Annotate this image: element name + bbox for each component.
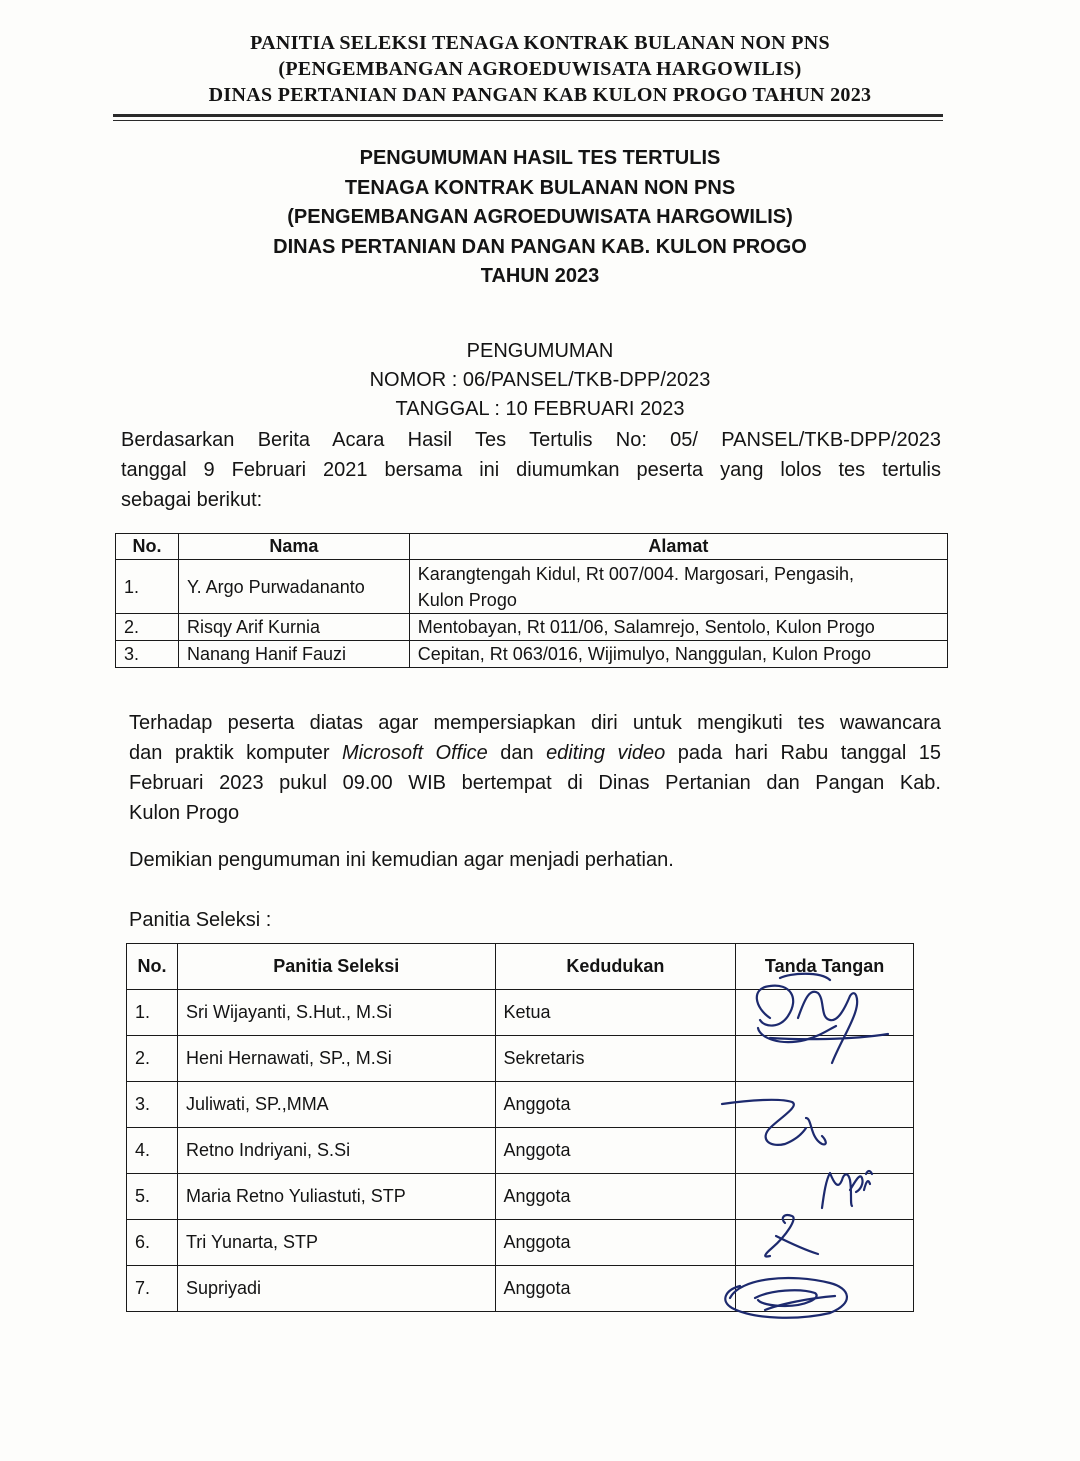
table-row <box>116 560 948 614</box>
intro-line-3: sebagai berikut: <box>121 489 263 511</box>
member-no: 2. <box>127 1036 178 1082</box>
member-no: 5. <box>127 1174 178 1220</box>
member-position: Anggota <box>495 1266 736 1312</box>
table-row <box>127 1266 914 1312</box>
member-name: Maria Retno Yuliastuti, STP <box>177 1174 495 1220</box>
participant-no: 3. <box>116 641 179 668</box>
member-position: Sekretaris <box>495 1036 736 1082</box>
member-signature-cell <box>736 1220 914 1266</box>
intro-paragraph <box>121 425 941 515</box>
participant-address-line-2: Kulon Progo <box>417 589 517 610</box>
table-row <box>127 1082 914 1128</box>
table-row <box>127 1220 914 1266</box>
participants-header-name: Nama <box>178 534 409 560</box>
table-row <box>116 614 948 641</box>
member-name: Retno Indriyani, S.Si <box>177 1128 495 1174</box>
instruction-line-2-end: pada hari Rabu tanggal 15 <box>665 742 941 764</box>
member-name: Juliwati, SP.,MMA <box>177 1082 495 1128</box>
title-line-5: TAHUN 2023 <box>480 265 600 287</box>
letterhead-line-3: DINAS PERTANIAN DAN PANGAN KAB KULON PROGO TAHUN 2023 <box>208 84 872 106</box>
intro-line-1: Berdasarkan Berita Acara Hasil Tes Tertulis No: 05/ PANSEL/TKB-DPP/2023 <box>121 429 941 451</box>
member-signature-cell <box>736 990 914 1036</box>
participant-name: Y. Argo Purwadananto <box>178 560 409 614</box>
document-title <box>0 144 1080 292</box>
participant-no: 1. <box>116 560 179 614</box>
title-line-1: PENGUMUMAN HASIL TES TERTULIS <box>359 147 721 169</box>
letterhead-rule-thick <box>113 114 943 117</box>
table-row <box>116 641 948 668</box>
member-signature-cell <box>736 1036 914 1082</box>
closing-statement: Demikian pengumuman ini kemudian agar menjadi perhatian. <box>129 849 674 871</box>
instruction-line-3: Februari 2023 pukul 09.00 WIB bertempat di Dinas Pertanian dan Pangan Kab. <box>129 772 941 794</box>
table-row <box>127 1036 914 1082</box>
participant-address-line-1: Karangtengah Kidul, Rt 007/004. Margosari, Pengasih, <box>417 563 855 584</box>
participant-no: 2. <box>116 614 179 641</box>
member-position: Anggota <box>495 1128 736 1174</box>
title-line-2: TENAGA KONTRAK BULANAN NON PNS <box>344 176 736 199</box>
committee-table <box>126 943 914 1312</box>
member-signature-cell <box>736 1082 914 1128</box>
member-position: Ketua <box>495 990 736 1036</box>
table-row <box>127 1128 914 1174</box>
participants-header-address: Alamat <box>409 534 947 560</box>
member-position: Anggota <box>495 1220 736 1266</box>
letterhead-line-1: PANITIA SELEKSI TENAGA KONTRAK BULANAN NON PNS <box>250 32 830 54</box>
committee-header-name: Panitia Seleksi <box>177 944 495 990</box>
instruction-line-1: Terhadap peserta diatas agar mempersiapkan diri untuk mengikuti tes wawancara <box>129 712 941 734</box>
announcement-header <box>0 337 1080 424</box>
member-name: Heni Hernawati, SP., M.Si <box>177 1036 495 1082</box>
skill-editing-video: editing video <box>546 742 666 764</box>
member-name: Sri Wijayanti, S.Hut., M.Si <box>177 990 495 1036</box>
letterhead-rule-thin <box>113 120 943 121</box>
participant-address: Cepitan, Rt 063/016, Wijimulyo, Nanggulan, Kulon Progo <box>409 641 947 668</box>
title-line-3: (PENGEMBANGAN AGROEDUWISATA HARGOWILIS) <box>287 206 793 228</box>
instruction-paragraph <box>129 708 941 828</box>
member-signature-cell <box>736 1128 914 1174</box>
member-signature-cell <box>736 1174 914 1220</box>
table-row <box>127 990 914 1036</box>
member-name: Tri Yunarta, STP <box>177 1220 495 1266</box>
participant-name: Risqy Arif Kurnia <box>178 614 409 641</box>
participants-header-row <box>116 534 948 560</box>
committee-header-row <box>127 944 914 990</box>
instruction-line-2 <box>129 738 941 768</box>
member-no: 3. <box>127 1082 178 1128</box>
announcement-number: NOMOR : 06/PANSEL/TKB-DPP/2023 <box>369 369 711 391</box>
title-line-4: DINAS PERTANIAN DAN PANGAN KAB. KULON PROGO <box>273 235 807 258</box>
member-no: 7. <box>127 1266 178 1312</box>
letterhead-line-2: (PENGEMBANGAN AGROEDUWISATA HARGOWILIS) <box>278 58 802 80</box>
committee-header-no: No. <box>127 944 178 990</box>
member-position: Anggota <box>495 1082 736 1128</box>
participant-address: Mentobayan, Rt 011/06, Salamrejo, Sentolo, Kulon Progo <box>409 614 947 641</box>
participant-address <box>409 560 947 614</box>
software-name-office: Microsoft Office <box>341 742 488 764</box>
participants-table <box>115 533 948 668</box>
participants-header-no: No. <box>116 534 179 560</box>
instruction-line-4: Kulon Progo <box>129 802 240 824</box>
participant-name: Nanang Hanif Fauzi <box>178 641 409 668</box>
committee-header-position: Kedudukan <box>495 944 736 990</box>
announcement-date: TANGGAL : 10 FEBRUARI 2023 <box>395 398 685 420</box>
member-no: 6. <box>127 1220 178 1266</box>
committee-header-signature: Tanda Tangan <box>736 944 914 990</box>
instruction-line-2-start: dan praktik komputer <box>129 742 342 764</box>
letterhead <box>0 30 1080 108</box>
member-signature-cell <box>736 1266 914 1312</box>
member-name: Supriyadi <box>177 1266 495 1312</box>
intro-line-2: tanggal 9 Februari 2021 bersama ini diumumkan peserta yang lolos tes tertulis <box>121 459 941 481</box>
member-position: Anggota <box>495 1174 736 1220</box>
announcement-heading: PENGUMUMAN <box>466 340 614 362</box>
member-no: 1. <box>127 990 178 1036</box>
member-no: 4. <box>127 1128 178 1174</box>
instruction-line-2-middle: dan <box>487 742 547 764</box>
table-row <box>127 1174 914 1220</box>
committee-label: Panitia Seleksi : <box>129 909 272 931</box>
